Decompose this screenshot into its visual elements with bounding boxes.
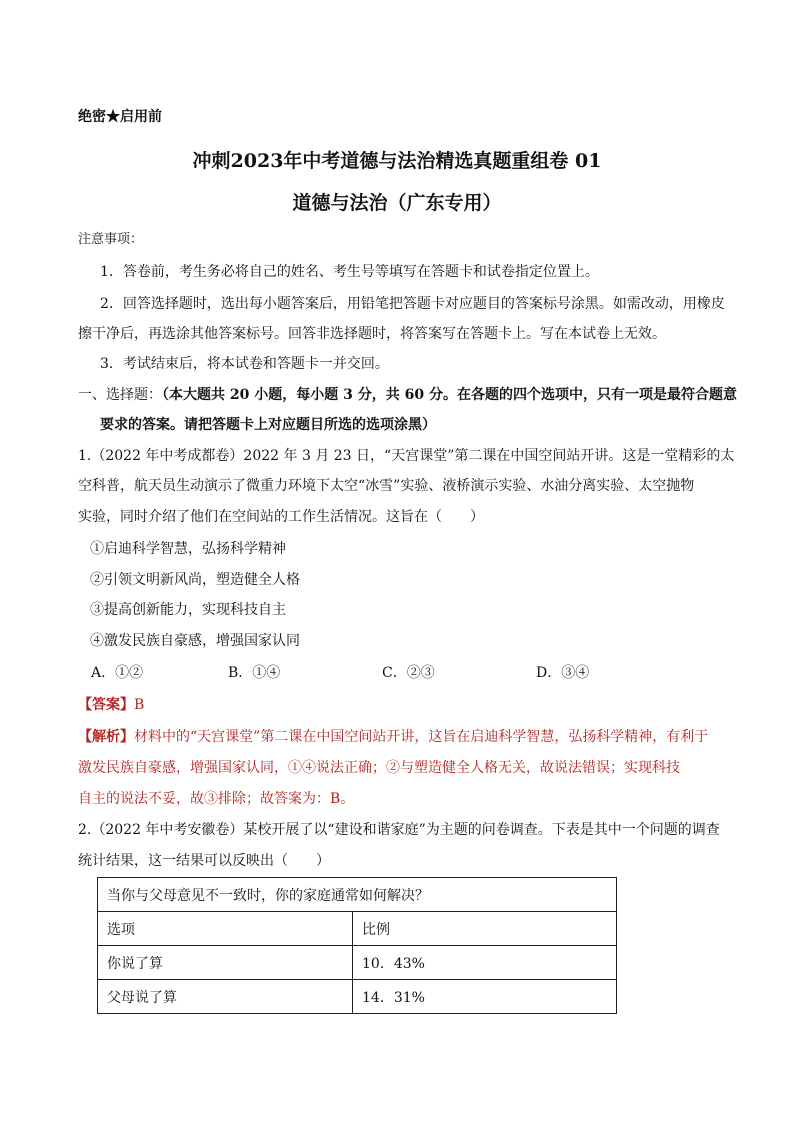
section-label: 一、选择题：	[78, 387, 162, 403]
section-instructions-cont: 要求的答案。请把答题卡上对应题目所选的选项涂黑）	[100, 417, 436, 433]
analysis-text: 材料中的“天宫课堂”第二课在中国空间站开讲，这旨在启迪科学智慧，弘扬科学精神，有利于	[134, 729, 709, 745]
question-stem: 实验，同时介绍了他们在空间站的工作生活情况。这旨在（ ）	[78, 509, 484, 525]
answer-line	[78, 696, 144, 714]
statement-item: ①启迪科学智慧，弘扬科学精神	[90, 541, 286, 557]
table-row	[98, 980, 617, 1014]
statement-item: ③提高创新能力，实现科技自主	[90, 602, 286, 618]
table-header-cell: 比例	[353, 912, 617, 946]
note-item: 3．考试结束后，将本试卷和答题卡一并交回。	[100, 356, 389, 372]
statement-item: ②引领文明新风尚，塑造健全人格	[90, 572, 300, 588]
table-cell: 你说了算	[98, 946, 353, 980]
statement-item: ④激发民族自豪感，增强国家认同	[90, 633, 300, 649]
table-row	[98, 878, 617, 912]
notes-heading: 注意事项：	[78, 232, 144, 247]
table-question-cell: 当你与父母意见不一致时，你的家庭通常如何解决？	[98, 878, 617, 912]
section-instructions: （本大题共 20 小题，每小题 3 分，共 60 分。在各题的四个选项中，只有一项是最符合题意	[162, 387, 737, 403]
table-cell: 父母说了算	[98, 980, 353, 1014]
survey-table	[97, 877, 617, 1014]
question-stem: 2.（2022 年中考安徽卷）某校开展了以“建设和谐家庭”为主题的问卷调查。下表是其中一个问题的调查	[78, 822, 720, 838]
analysis-text: 激发民族自豪感，增强国家认同，①④说法正确；②与塑造健全人格无关，故说法错误；实现科技	[78, 760, 680, 776]
analysis-label: 【解析】	[78, 729, 134, 745]
page-subtitle: 道德与法治（广东专用）	[292, 192, 502, 214]
answer-label: 【答案】	[78, 697, 134, 713]
table-cell: 10．43%	[353, 946, 617, 980]
confidential-mark: 绝密★启用前	[78, 109, 162, 125]
analysis-text: 自主的说法不妥，故③排除；故答案为：B。	[78, 791, 355, 807]
answer-value: B	[134, 697, 145, 713]
option-b: B．①④	[228, 665, 281, 681]
option-a: A．①②	[91, 665, 144, 681]
option-d: D．③④	[536, 665, 590, 681]
question-stem: 1.（2022 年中考成都卷）2022 年 3 月 23 日，“天宫课堂”第二课在中国空间站开讲。这是一堂精彩的太	[78, 448, 735, 464]
table-row	[98, 946, 617, 980]
question-stem: 空科普，航天员生动演示了微重力环境下太空“冰雪”实验、液桥演示实验、水油分离实验、太空抛物	[78, 478, 695, 494]
table-header-cell: 选项	[98, 912, 353, 946]
table-cell: 14．31%	[353, 980, 617, 1014]
note-item: 擦干净后，再选涂其他答案标号。回答非选择题时，将答案写在答题卡上。写在本试卷上无效。	[78, 326, 666, 342]
question-stem: 统计结果，这一结果可以反映出（ ）	[78, 853, 330, 869]
section-heading	[78, 386, 737, 404]
table-header-row	[98, 912, 617, 946]
note-item: 1．答卷前，考生务必将自己的姓名、考生号等填写在答题卡和试卷指定位置上。	[100, 264, 599, 280]
option-c: C．②③	[382, 665, 435, 681]
analysis-line	[78, 728, 708, 746]
note-item: 2．回答选择题时，选出每小题答案后，用铅笔把答题卡对应题目的答案标号涂黑。如需改动，用橡皮	[100, 296, 725, 312]
page-title: 冲刺2023年中考道德与法治精选真题重组卷 01	[192, 150, 602, 172]
